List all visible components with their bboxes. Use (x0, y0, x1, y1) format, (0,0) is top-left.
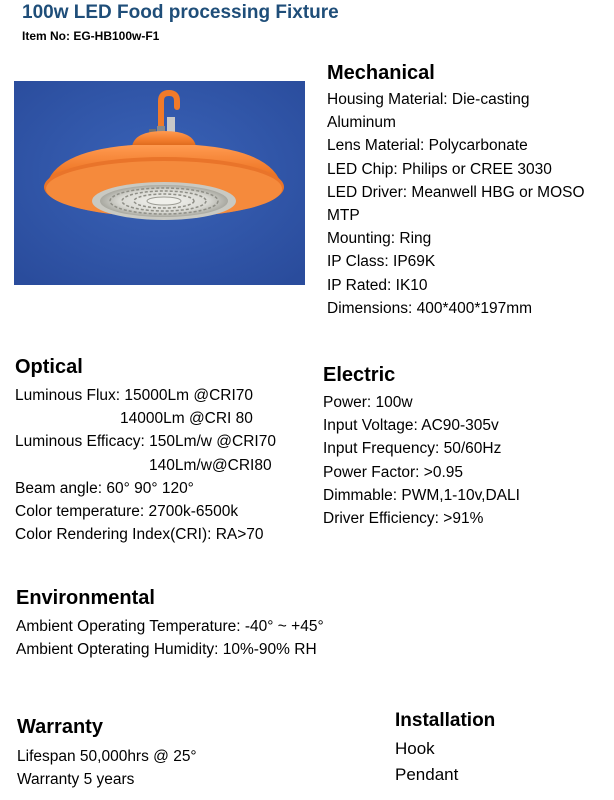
warranty-heading: Warranty (17, 716, 103, 738)
spec-line: Luminous Efficacy: 150Lm/w @CRI70 (15, 433, 276, 451)
electric-heading: Electric (323, 364, 396, 386)
spec-line: IP Class: IP69K (327, 253, 436, 271)
electric-spec-list (323, 391, 520, 530)
mechanical-spec-list (327, 88, 585, 320)
spec-line: LED Chip: Philips or CREE 3030 (327, 160, 552, 178)
spec-line: Hook (395, 739, 435, 758)
environmental-spec-list (16, 615, 324, 661)
installation-heading: Installation (395, 710, 496, 731)
spec-line: Beam angle: 60° 90° 120° (15, 479, 194, 497)
spec-line: Driver Efficiency: >91% (323, 509, 484, 527)
spec-line: Color temperature: 2700k-6500k (15, 502, 239, 520)
spec-line: Mounting: Ring (327, 230, 432, 248)
spec-line: Aluminum (327, 114, 396, 132)
spec-line: Ambient Operating Temperature: -40° ~ +45° (16, 618, 324, 635)
spec-line: IP Rated: IK10 (327, 276, 428, 294)
led-fixture-image (14, 81, 305, 285)
installation-list (395, 736, 458, 788)
spec-line: Color Rendering Index(CRI): RA>70 (15, 526, 264, 544)
spec-line: Lens Material: Polycarbonate (327, 137, 528, 155)
warranty-spec-list (17, 745, 197, 791)
spec-line: LED Driver: Meanwell HBG or MOSO (327, 183, 585, 201)
spec-line: MTP (327, 206, 360, 224)
spec-line: Power Factor: >0.95 (323, 463, 463, 481)
spec-line: Warranty 5 years (17, 771, 135, 789)
product-photo (14, 81, 305, 285)
spec-line: Luminous Flux: 15000Lm @CRI70 (15, 387, 254, 404)
spec-line: Input Frequency: 50/60Hz (323, 440, 502, 458)
spec-line: Dimmable: PWM,1-10v,DALI (323, 486, 520, 504)
spec-line: Input Voltage: AC90-305v (323, 417, 499, 435)
spec-line: Power: 100w (323, 394, 413, 411)
spec-line: 14000Lm @CRI 80 (120, 410, 253, 428)
item-number: Item No: EG-HB100w-F1 (22, 29, 160, 43)
spec-line: Housing Material: Die-casting (327, 91, 530, 108)
spec-line: Pendant (395, 765, 459, 784)
page-title: 100w LED Food processing Fixture (22, 2, 339, 23)
spec-line: Dimensions: 400*400*197mm (327, 299, 533, 317)
spec-line: 140Lm/w@CRI80 (149, 456, 272, 474)
optical-spec-list (15, 384, 276, 546)
mechanical-heading: Mechanical (327, 62, 435, 84)
environmental-heading: Environmental (16, 587, 155, 609)
spec-line: Lifespan 50,000hrs @ 25° (17, 748, 197, 765)
spec-line: Ambient Opterating Humidity: 10%-90% RH (16, 641, 317, 659)
optical-heading: Optical (15, 356, 83, 378)
